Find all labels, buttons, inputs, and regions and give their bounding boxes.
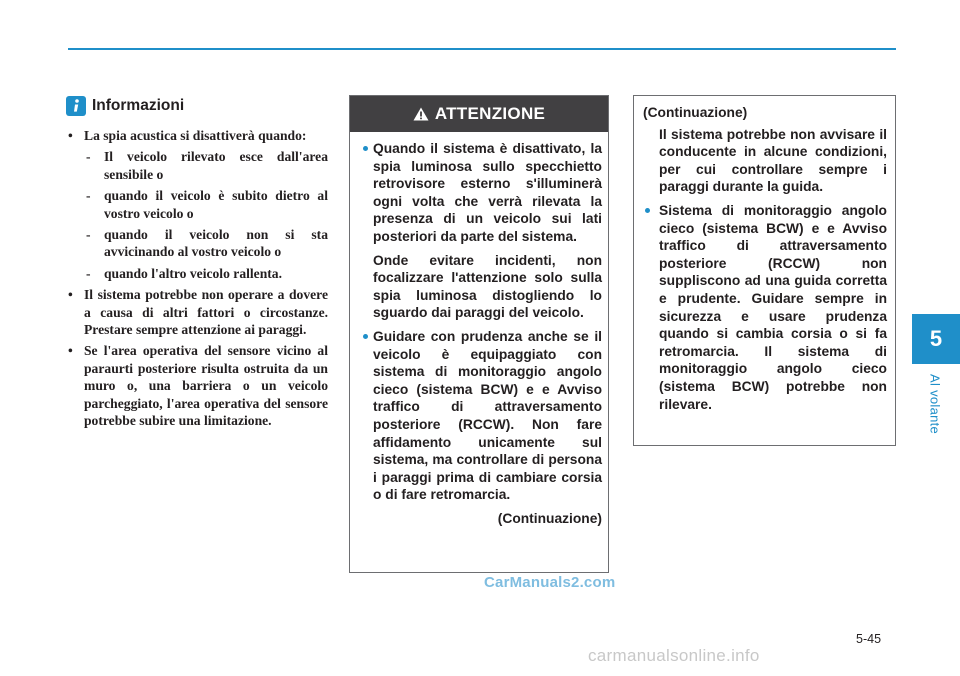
info-bullet-3: • Se l'area operativa del sensore vicino al paraurti posteriore risulta ostruita da un muro o, una barriera o un veicolo parcheggiato, l'area operativa del sensore potrebbe subire una limitazione. <box>68 342 328 429</box>
continuation-box <box>633 95 896 446</box>
info-dash-3: - quando il veicolo non si sta avvicinando al vostro veicolo o <box>82 226 328 261</box>
chapter-number: 5 <box>929 326 943 351</box>
watermark-top[interactable]: CarManuals2.com <box>484 574 616 591</box>
info-icon <box>66 96 86 116</box>
warning-header <box>350 96 608 132</box>
continuation-bullet-1: Sistema di monitoraggio angolo cieco (sistema BCW) e e Avviso traffico di attraversamento posteriore (RCCW) non suppliscono ad una guida corretta e prudente. Guidare sempre in sicurezza e usare prudenza quando si cambia corsia o si fa retromarcia. Il sistema di monitoraggio angolo cieco (sistema BCW) potrebbe non rilevare. <box>643 202 887 413</box>
info-bullet-1: • La spia acustica si disattiverà quando: <box>68 127 328 144</box>
continuation-title: (Continuazione) <box>643 105 748 120</box>
warning-bullet-1: Quando il sistema è disattivato, la spia luminosa sullo specchietto retrovisore esterno s'illuminerà ogni volta che verrà rilevata la presenza di un veicolo sui lati posteriori da parte del sistema. <box>363 140 602 246</box>
warning-continued: (Continuazione) <box>497 510 602 526</box>
chapter-tab <box>912 314 960 364</box>
warning-paragraph-1: Onde evitare incidenti, non focalizzare l'attenzione solo sulla spia luminosa distogliendo lo sguardo dai paraggi del veicolo. <box>373 252 602 321</box>
warning-body <box>350 132 608 527</box>
info-dash-2: - quando il veicolo è subito dietro al vostro veicolo o <box>82 187 328 222</box>
top-rule <box>68 48 896 50</box>
watermark-bottom[interactable]: carmanualsonline.info <box>588 646 760 665</box>
warning-triangle-icon <box>413 107 429 121</box>
info-dash-4: - quando l'altro veicolo rallenta. <box>82 265 328 282</box>
page-number: 5-45 <box>856 632 882 646</box>
chapter-title-text: Al volante <box>927 373 943 435</box>
warning-title: ATTENZIONE <box>434 104 546 123</box>
info-dash-1: - Il veicolo rilevato esce dall'area sensibile o <box>82 148 328 183</box>
info-section <box>66 95 328 434</box>
info-body <box>66 127 328 430</box>
info-heading <box>66 95 328 117</box>
continuation-paragraph-1: Il sistema potrebbe non avvisare il conducente in alcune condizioni, per cui controllare sempre i paraggi durante la guida. <box>659 126 887 195</box>
info-title: Informazioni <box>92 97 185 114</box>
warning-box <box>349 95 609 573</box>
chapter-title <box>918 364 952 444</box>
warning-bullet-2: Guidare con prudenza anche se il veicolo è equipaggiato con sistema di monitoraggio angolo cieco (sistema BCW) e e Avviso traffico di attraversamento posteriore (RCCW). Non fare affidamento unicamente sul sistema, ma controllare di persona i paraggi prima di cambiare corsia o di fare retromarcia. <box>363 328 602 504</box>
info-bullet-2: • Il sistema potrebbe non operare a dovere a causa di altri fattori o circostanze. Prestare sempre attenzione ai paraggi. <box>68 286 328 338</box>
